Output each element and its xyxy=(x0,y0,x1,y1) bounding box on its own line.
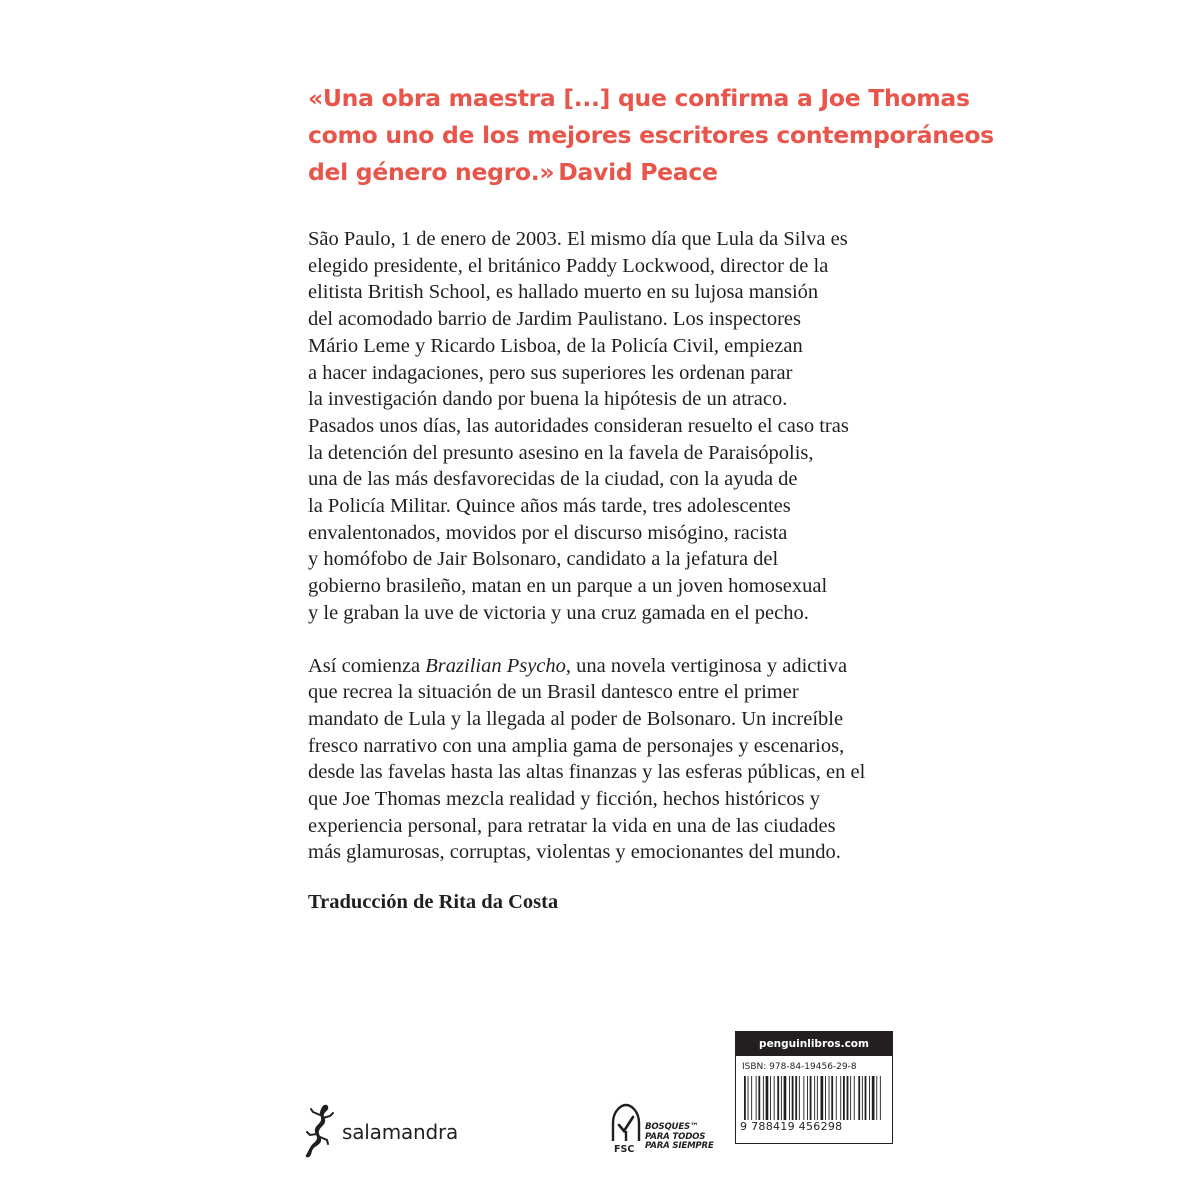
barcode-bar xyxy=(774,1076,775,1120)
barcode-bar xyxy=(810,1076,812,1120)
barcode-bar xyxy=(858,1076,860,1120)
isbn-label: ISBN: 978-84-19456-29-8 xyxy=(742,1062,857,1072)
text-line: desde las favelas hasta las altas finanzas y las esferas públicas, en el xyxy=(308,761,866,784)
barcode-bar xyxy=(862,1076,863,1120)
barcode-bar xyxy=(770,1076,771,1120)
quote-line-1: «Una obra maestra [...] que confirma a Joe Thomas xyxy=(308,84,970,112)
text-line: la investigación dando por buena la hipótesis de un atraco. xyxy=(308,388,788,411)
bosques-line: PARA SIEMPRE xyxy=(645,1141,714,1151)
text-line: la detención del presunto asesino en la favela de Paraisópolis, xyxy=(308,441,814,464)
barcode-bar xyxy=(865,1076,867,1120)
barcode-bar xyxy=(814,1076,815,1120)
barcode-bar xyxy=(803,1076,804,1120)
barcode-bar xyxy=(784,1076,787,1120)
publisher-name: salamandra xyxy=(342,1120,459,1144)
fsc-label: FSC xyxy=(614,1144,635,1155)
barcode-bar xyxy=(843,1076,845,1120)
text-line xyxy=(308,653,908,680)
quote-line-2: como uno de los mejores escritores contemporáneos xyxy=(308,121,994,149)
text-line: la Policía Militar. Quince años más tarde, tres adolescentes xyxy=(308,495,791,518)
text-segment: , una novela vertiginosa y adictiva xyxy=(565,654,848,677)
translation-credit: Traducción de Rita da Costa xyxy=(308,891,559,913)
bosques-tagline xyxy=(645,1123,714,1152)
barcode-bar xyxy=(795,1076,797,1120)
text-line: elegido presidente, el británico Paddy Lockwood, director de la xyxy=(308,254,829,277)
bosques-line: BOSQUES™ xyxy=(645,1122,699,1132)
barcode-bar xyxy=(817,1076,818,1120)
barcode-bar xyxy=(821,1076,824,1120)
barcode-bar xyxy=(777,1076,779,1120)
barcode-bar xyxy=(751,1076,752,1120)
barcode-bar xyxy=(869,1076,870,1120)
barcode-bar xyxy=(840,1076,841,1120)
text-line: y le graban la uve de victoria y una cruz gamada en el pecho. xyxy=(308,601,809,624)
text-line: más glamurosas, corruptas, violentas y emocionantes del mundo. xyxy=(308,841,841,864)
text-line: del acomodado barrio de Jardim Paulistano. Los inspectores xyxy=(308,308,802,331)
barcode-bar xyxy=(880,1076,881,1120)
barcode-bar xyxy=(854,1076,855,1120)
barcode-bar xyxy=(758,1076,760,1120)
text-line: y homófobo de Jair Bolsonaro, candidato a la jefatura del xyxy=(308,548,779,571)
barcode-bar xyxy=(836,1076,837,1120)
quote-author: David Peace xyxy=(558,158,718,186)
website-label: penguinlibros.com xyxy=(736,1032,892,1056)
text-line: envalentonados, movidos por el discurso misógino, racista xyxy=(308,521,788,544)
barcode-box xyxy=(735,1031,893,1144)
text-line: experiencia personal, para retratar la vida en una de las ciudades xyxy=(308,814,836,837)
text-segment: Así comienza xyxy=(308,654,426,677)
text-line: que Joe Thomas mezcla realidad y ficción, hechos históricos y xyxy=(308,788,820,811)
text-line: que recrea la situación de un Brasil dantesco entre el primer xyxy=(308,681,799,704)
bosques-line: PARA TODOS xyxy=(645,1131,706,1142)
barcode-bar xyxy=(825,1076,826,1120)
text-line: gobierno brasileño, matan en un parque a un joven homosexual xyxy=(308,575,828,598)
barcode-bar xyxy=(876,1076,877,1120)
synopsis xyxy=(308,226,908,866)
barcode-bar xyxy=(829,1076,830,1120)
text-line: fresco narrativo con una amplia gama de personajes y escenarios, xyxy=(308,734,845,757)
barcode-bar xyxy=(850,1076,851,1120)
barcode-bar xyxy=(831,1076,833,1120)
text-line: una de las más desfavorecidas de la ciudad, con la ayuda de xyxy=(308,468,798,491)
barcode-bar xyxy=(766,1076,769,1120)
barcode-bar xyxy=(789,1076,790,1120)
text-line: Pasados unos días, las autoridades consideran resuelto el caso tras xyxy=(308,414,849,437)
barcode-bar xyxy=(872,1076,875,1120)
barcode-digits: 9 788419 456298 xyxy=(740,1120,843,1133)
text-line: mandato de Lula y la llegada al poder de Bolsonaro. Un increíble xyxy=(308,707,844,730)
text-line: São Paulo, 1 de enero de 2003. El mismo día que Lula da Silva es xyxy=(308,228,848,250)
tree-checkmark-icon xyxy=(609,1103,643,1145)
barcode-bar xyxy=(744,1076,746,1120)
quote-line-3 xyxy=(308,154,908,191)
book-title: Brazilian Psycho xyxy=(425,654,566,677)
text-line: a hacer indagaciones, pero sus superiores les ordenan parar xyxy=(308,361,793,384)
barcode-bar xyxy=(763,1076,764,1120)
quote-line-3-text: del género negro.» xyxy=(308,158,555,186)
synopsis-paragraph-1 xyxy=(308,226,908,627)
barcode-bar xyxy=(781,1076,782,1120)
barcode-bar xyxy=(799,1076,800,1120)
barcode-bar xyxy=(792,1076,794,1120)
barcode-bar xyxy=(756,1076,757,1120)
barcode-bar xyxy=(748,1076,749,1120)
publisher-logo xyxy=(300,1103,480,1159)
barcode-bar xyxy=(847,1076,849,1120)
text-line: elitista British School, es hallado muerto en su lujosa mansión xyxy=(308,281,819,304)
text-line: Mário Leme y Ricardo Lisboa, de la Policía Civil, empiezan xyxy=(308,334,803,357)
salamander-icon xyxy=(300,1103,340,1159)
synopsis-paragraph-2 xyxy=(308,653,908,867)
fsc-logo xyxy=(609,1103,729,1159)
blurb-quote xyxy=(308,80,994,191)
barcode-icon xyxy=(744,1076,884,1120)
barcode-bar xyxy=(807,1076,808,1120)
